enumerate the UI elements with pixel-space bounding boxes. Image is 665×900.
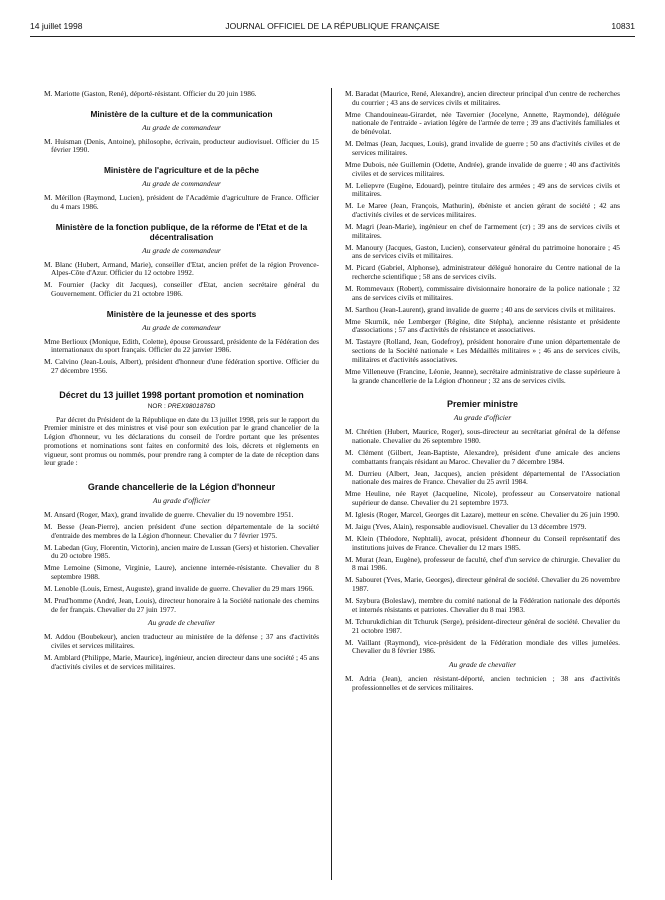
list-item: Mme Villeneuve (Francine, Léonie, Jeanne), secrétaire administrative de classe supérieure à la grande chancellerie de la Légion d'honneur ; 32 ans de services civils. xyxy=(345,366,620,385)
section-heading: Ministère de la jeunesse et des sports xyxy=(106,308,257,319)
decree-paragraph: Par décret du Président de la République en date du 13 juillet 1998, pris sur le rapport du Premier ministre et des ministres et visé pour son exécution par le grand chancelier de la Légion d'honneur, vu les déclarations du conseil de l'ordre portant que les présentes promotions et nominations sont faites en conformité des lois, décrets et règlements en vigueur, sont promus ou nommés, pour prendre rang à compter de la date de réception dans leur grade : xyxy=(44,414,319,468)
list-item: M. Baradat (Maurice, René, Alexandre), ancien directeur principal d'un centre de recherches du courrier ; 43 ans de services civils et militaires. xyxy=(345,89,620,107)
list-item: M. Ansard (Roger, Max), grand invalide de guerre. Chevalier du 19 novembre 1951. xyxy=(44,509,294,519)
list-item: M. Manoury (Jacques, Gaston, Lucien), conservateur général du patrimoine honoraire ; 45 ans de services civils et militaires. xyxy=(345,242,620,261)
column-divider xyxy=(331,88,332,880)
grade-subheading: Au grade de chevalier xyxy=(448,659,517,669)
list-item: M. Chrétien (Hubert, Maurice, Roger), sous-directeur au secrétariat général de la défense nationale. Chevalier du 26 septembre 1980. xyxy=(345,427,620,445)
header-date: 14 juillet 1998 xyxy=(30,21,83,31)
list-item: M. Magri (Jean-Marie), ingénieur en chef de l'armement (cr) ; 39 ans de services civils et militaires. xyxy=(345,221,620,240)
list-item: M. Huisman (Denis, Antoine), philosophe, écrivain, producteur audiovisuel. Officier du 15 février 1990. xyxy=(44,136,319,155)
list-item: M. Iglesis (Roger, Marcel, Georges dit Lazare), metteur en scène. Chevalier du 26 juin 1990. xyxy=(345,510,620,520)
list-item: M. Tchurukdichian dit Tchuruk (Serge), président-directeur général de société. Chevalier du 21 octobre 1987. xyxy=(345,616,620,635)
list-item: M. Fournier (Jacky dit Jacques), conseiller d'Etat, ancien secrétaire général du Gouvernement. Officier du 21 octobre 1986. xyxy=(44,280,319,298)
grade-subheading: Au grade d'officier xyxy=(453,413,512,423)
right-column xyxy=(345,90,620,696)
list-item: M. Lenoble (Louis, Ernest, Auguste), grand invalide de guerre. Chevalier du 29 mars 1966. xyxy=(44,584,314,594)
section-heading: Grande chancellerie de la Légion d'honneur xyxy=(87,481,276,492)
list-item: M. Blanc (Hubert, Armand, Marie), conseiller d'Etat, ancien préfet de la région Provence-Alpes-Côte d'Azur. Officier du 12 octobre 1992. xyxy=(44,259,319,278)
list-item: Mme Dubois, née Guillemin (Odette, Andrée), grande invalide de guerre ; 40 ans d'activités civiles et de services militaires. xyxy=(345,159,620,178)
list-item: M. Rommevaux (Robert), commissaire divisionnaire honoraire de la police nationale ; 32 ans de services civils et militaires. xyxy=(345,284,620,302)
list-item: Mme Skurnik, née Lemberger (Régine, dite Stépha), ancienne résistante et présidente d'associations ; 57 ans d'activités de résistance et associatives. xyxy=(345,316,620,335)
grade-subheading: Au grade de chevalier xyxy=(147,618,216,628)
list-item: M. Adria (Jean), ancien résistant-déporté, ancien technicien ; 38 ans d'activités professionnelles et de services militaires. xyxy=(345,673,620,692)
section-heading: Décret du 13 juillet 1998 portant promotion et nomination xyxy=(59,389,304,400)
list-item: M. Picard (Gabriel, Alphonse), administrateur délégué honoraire du Centre national de la recherche scientifique ; 58 ans de services civils. xyxy=(345,263,620,282)
list-item: Mme Lemoine (Simone, Virginie, Laure), ancienne internée-résistante. Chevalier du 8 septembre 1988. xyxy=(44,563,319,582)
list-item: M. Sabouret (Yves, Marie, Georges), directeur général de société. Chevalier du 26 novembre 1987. xyxy=(345,575,620,594)
list-item: M. Besse (Jean-Pierre), ancien président d'une section départementale de la société d'entraide des membres de la Légion d'honneur. Chevalier du 7 février 1975. xyxy=(44,521,319,540)
section-heading: Ministère de l'agriculture et de la pêche xyxy=(103,165,260,176)
page-header xyxy=(30,21,635,33)
grade-subheading: Au grade de commandeur xyxy=(142,179,221,189)
section-heading: Premier ministre xyxy=(446,399,519,410)
section-heading: Ministère de la fonction publique, de la réforme de l'Etat et de la décentralisation xyxy=(55,221,308,242)
grade-subheading: Au grade d'officier xyxy=(152,495,211,505)
list-item: M. Labedan (Guy, Florentin, Victorin), ancien maire de Lussan (Gers) et historien. Chevalier du 20 octobre 1985. xyxy=(44,542,319,561)
list-item: M. Mérillon (Raymond, Lucien), président de l'Académie d'agriculture de France. Officier du 4 mars 1986. xyxy=(44,193,319,211)
list-item: M. Vaillant (Raymond), vice-président de la Fédération mondiale des villes jumelées. Chevalier du 8 février 1986. xyxy=(345,637,620,656)
list-item: M. Amblard (Philippe, Marie, Maurice), ingénieur, ancien directeur dans une société ; 45 ans d'activités civiles et de services militaires. xyxy=(44,653,319,671)
list-item: M. Clément (Gilbert, Jean-Baptiste, Alexandre), président d'une amicale des anciens combattants français résidant au Maroc. Chevalier du 7 décembre 1984. xyxy=(345,447,620,466)
nor-label: NOR : xyxy=(147,402,168,410)
grade-subheading: Au grade de commandeur xyxy=(142,245,221,255)
grade-subheading: Au grade de commandeur xyxy=(142,322,221,332)
list-item: M. Leliepvre (Eugène, Edouard), peintre titulaire des armées ; 49 ans de services civils et militaires. xyxy=(345,180,620,199)
journal-title: JOURNAL OFFICIEL DE LA RÉPUBLIQUE FRANÇAISE xyxy=(225,21,440,31)
list-item: Mme Heuline, née Rayet (Jacqueline, Nicole), professeur au Conservatoire national supérieur de danse. Chevalier du 21 septembre 1973. xyxy=(345,489,620,508)
list-item: M. Murat (Jean, Eugène), professeur de faculté, chef d'un service de chirurgie. Chevalier du 8 mai 1986. xyxy=(345,554,620,573)
nor-reference xyxy=(44,403,319,410)
grade-subheading: Au grade de commandeur xyxy=(142,122,221,132)
list-item: M. Tastayre (Rolland, Jean, Godefroy), président honoraire d'une union départementale de sections de la Société nationale « Les Médaillés militaires » ; 46 ans de services civils, militaires et d'activités associatives. xyxy=(345,337,620,364)
section-heading: Ministère de la culture et de la communication xyxy=(90,108,273,119)
header-rule xyxy=(30,36,635,37)
list-item: M. Mariotte (Gaston, René), déporté-résistant. Officier du 20 juin 1986. xyxy=(44,89,257,98)
nor-code: PREX9801876D xyxy=(167,402,216,410)
page-number: 10831 xyxy=(611,21,635,31)
list-item: Mme Berlioux (Monique, Edith, Colette), épouse Groussard, présidente de la Fédération des internationaux du sport français. Officier du 22 janvier 1986. xyxy=(44,336,319,355)
list-item: M. Durrieu (Albert, Jean, Jacques), ancien président départemental de l'Association nationale des maires de France. Chevalier du 25 avril 1984. xyxy=(345,468,620,487)
list-item: M. Delmas (Jean, Jacques, Louis), grand invalide de guerre ; 50 ans d'activités civiles et de services militaires. xyxy=(345,139,620,157)
list-item: M. Klein (Théodore, Nephtali), avocat, président d'honneur du Conseil représentatif des institutions juives de France. Chevalier du 12 mars 1985. xyxy=(345,534,620,552)
list-item: Mme Chandouineau-Girardet, née Tavernier (Jocelyne, Annette, Raymonde), déléguée nationale de l'entraide - aviation légère de l'armée de terre ; 39 ans d'activités familiales et de bénévolat. xyxy=(345,109,620,137)
list-item: M. Le Maree (Jean, François, Mathurin), ébéniste et ancien gérant de société ; 42 ans d'activités civiles et de services militaires. xyxy=(345,201,620,219)
list-item: M. Addou (Boubekeur), ancien traducteur au ministère de la défense ; 37 ans d'activités civiles et services militaires. xyxy=(44,632,319,651)
list-item: M. Sarthou (Jean-Laurent), grand invalide de guerre ; 40 ans de services civils et militaires. xyxy=(345,304,616,314)
left-column xyxy=(44,90,319,675)
list-item: M. Szybura (Boleslaw), membre du comité national de la Fédération nationale des déportés et internés résistants et patriotes. Chevalier du 8 mai 1983. xyxy=(345,596,620,614)
list-item: M. Prud'homme (André, Jean, Louis), directeur honoraire à la Société nationale des chemins de fer français. Chevalier du 27 juin 1977. xyxy=(44,596,319,614)
list-item: M. Jaigu (Yves, Alain), responsable audiovisuel. Chevalier du 13 décembre 1979. xyxy=(345,522,587,532)
list-item: M. Calvino (Jean-Louis, Albert), président d'honneur d'une fédération sportive. Officier du 27 décembre 1956. xyxy=(44,357,319,376)
